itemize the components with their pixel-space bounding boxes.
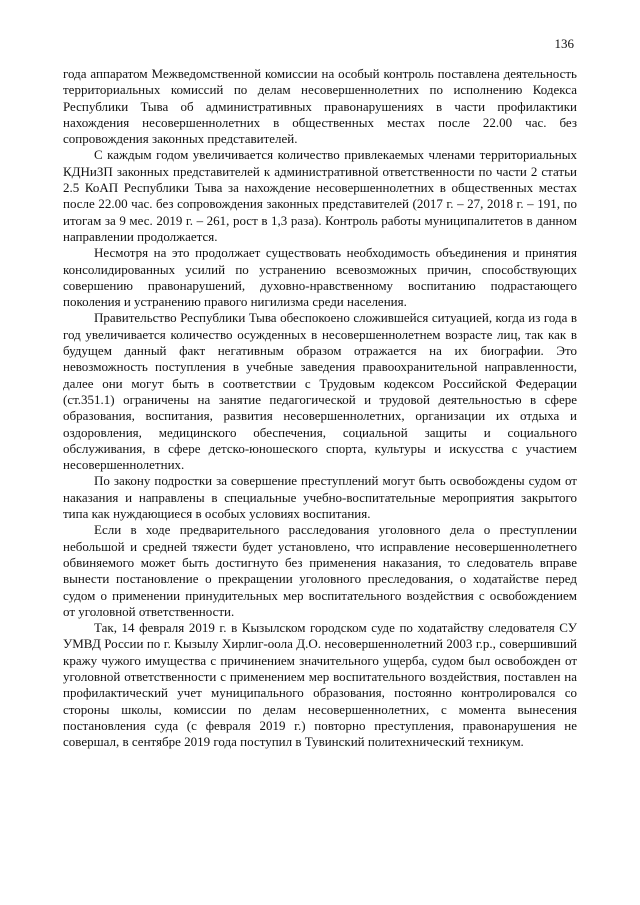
paragraph-5: По закону подростки за совершение преступлений могут быть освобождены судом от наказания и направлены в специальные учебно-воспитательные мероприятия закрытого типа как нуждающиеся в особых условиях воспитания. — [63, 473, 577, 522]
paragraph-6: Если в ходе предварительного расследования уголовного дела о преступлении небольшой и средней тяжести будет установлено, что исправление несовершеннолетнего обвиняемого может быть достигнуто без применения наказания, то следователь вправе вынести постановление о прекращении уголовного преследования, о ходатайстве перед судом о применении принудительных мер воспитательного воздействия с освобождением от уголовной ответственности. — [63, 522, 577, 619]
paragraph-7: Так, 14 февраля 2019 г. в Кызылском городском суде по ходатайству следователя СУ УМВД России по г. Кызылу Хирлиг-оола Д.О. несовершеннолетний 2003 г.р., совершивший кражу чужого имущества с причинением значительного ущерба, судом был освобожден от уголовной ответственности с применением мер воспитательного воздействия, поставлен на профилактический учет муниципального образования, постоянно контролировался со стороны школы, комиссии по делам несовершеннолетних, с момента вынесения постановления суда (с февраля 2019 г.) повторно преступления, правонарушения не совершал, в сентябре 2019 года поступил в Тувинский политехнический техникум. — [63, 620, 577, 750]
paragraph-1: года аппаратом Межведомственной комиссии на особый контроль поставлена деятельность территориальных комиссий по делам несовершеннолетних по исполнению Кодекса Республики Тыва об административных правонарушениях в части профилактики нахождения несовершеннолетних в общественных местах после 22.00 час. без сопровождения законных представителей. — [63, 66, 577, 147]
paragraph-3: Несмотря на это продолжает существовать необходимость объединения и принятия консолидированных усилий по устранению всевозможных причин, способствующих совершению правонарушений, духовно-нравственному воспитанию подрастающего поколения и устранению правого нигилизма среди населения. — [63, 245, 577, 310]
page-number: 136 — [554, 36, 574, 51]
paragraph-2: С каждым годом увеличивается количество привлекаемых членами территориальных КДНиЗП законных представителей к административной ответственности по части 2 статьи 2.5 КоАП Республики Тыва за нахождение несовершеннолетних в общественных местах после 22.00 час. без сопровождения законных представителей (2017 г. – 27, 2018 г. – 191, по итогам за 9 мес. 2019 г. – 261, рост в 1,3 раза). Контроль работы муниципалитетов в данном направлении продолжается. — [63, 147, 577, 244]
document-body — [63, 66, 577, 750]
paragraph-4: Правительство Республики Тыва обеспокоено сложившейся ситуацией, когда из года в год увеличивается количество осужденных в несовершеннолетнем возрасте лиц, так как в будущем данный факт негативным образом отражается на их биографии. Это невозможность поступления в учебные заведения правоохранительной направленности, далее они могут быть в соответствии с Трудовым кодексом Российской Федерации (ст.351.1) ограничены на занятие педагогической и трудовой деятельностью в сфере образования, воспитания, развития несовершеннолетних, организации их отдыха и оздоровления, медицинского обеспечения, социальной защиты и социального обслуживания, в сфере детско-юношеского спорта, культуры и искусства с участием несовершеннолетних. — [63, 310, 577, 473]
